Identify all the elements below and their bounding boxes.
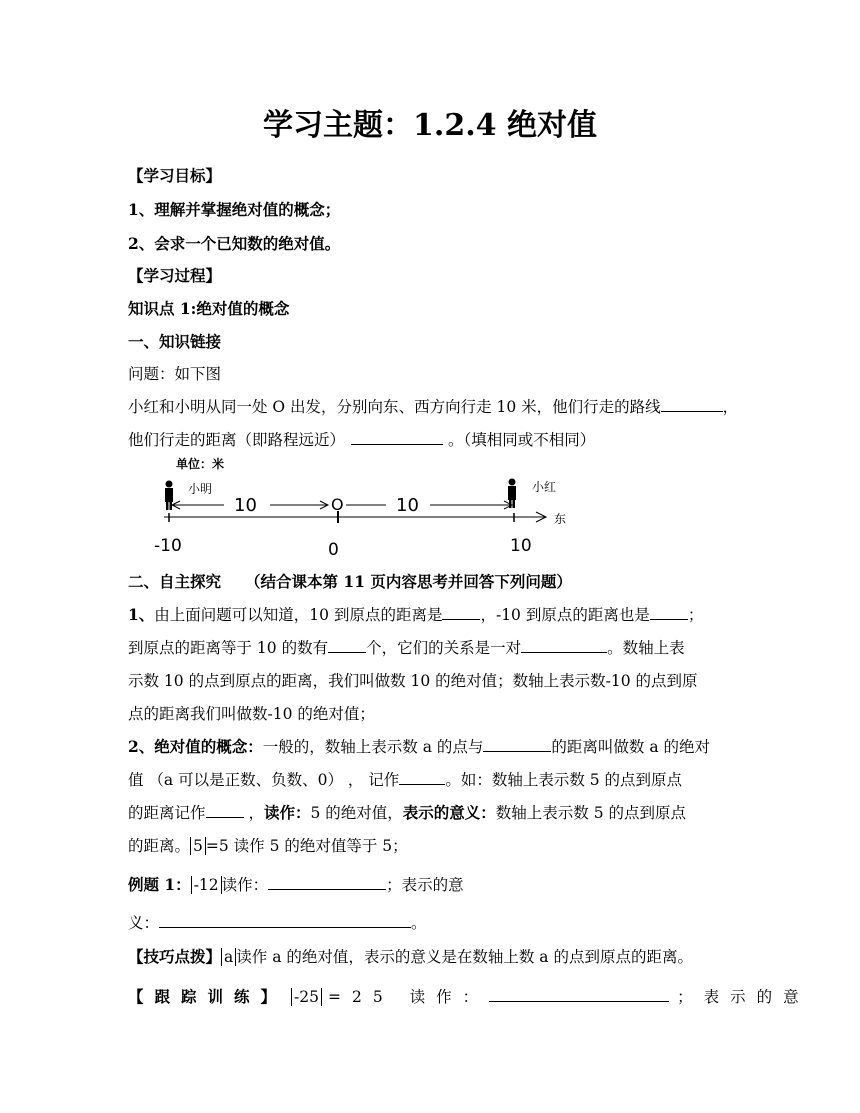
answer-blank-origin[interactable] bbox=[483, 736, 551, 752]
abs-value-a: a bbox=[221, 948, 236, 966]
para2-line-1: 2、绝对值的概念：一般的，数轴上表示数 a 的点与 的距离叫做数 a 的绝对 bbox=[128, 737, 711, 756]
question-line-2: 他们行走的距离（即路程远近） 。（填相同或不相同） bbox=[128, 431, 596, 449]
answer-blank-relation[interactable] bbox=[521, 637, 607, 653]
training-line: 【跟踪训练】 -25 =25 读作： ；表示的意 bbox=[128, 987, 810, 1006]
number-line-diagram bbox=[150, 455, 580, 560]
answer-blank-count[interactable] bbox=[328, 637, 366, 653]
answer-blank-ex1-meaning[interactable] bbox=[159, 912, 411, 928]
section-goal: 【学习目标】 bbox=[128, 166, 222, 185]
tick-label-origin: 0 bbox=[328, 540, 339, 560]
example1-line-2: 义： 。 bbox=[128, 914, 427, 932]
answer-blank-training-read[interactable] bbox=[489, 986, 669, 1002]
para2-line-4: 的距离。 5 =5 读作 5 的绝对值等于 5； bbox=[128, 837, 408, 855]
east-label: 东 bbox=[554, 512, 567, 526]
goal-1: 1、理解并掌握绝对值的概念； bbox=[128, 200, 341, 219]
para1-line-1: 1、由上面问题可以知道，10 到原点的距离是 ，-10 到原点的距离也是 ； bbox=[128, 605, 704, 624]
example1-line-1: 例题 1： -12 读作： ；表示的意 bbox=[128, 875, 464, 894]
answer-blank-abs5[interactable] bbox=[206, 802, 244, 818]
answer-blank-ex1-read[interactable] bbox=[268, 874, 386, 890]
answer-blank-neg10-distance[interactable] bbox=[650, 604, 688, 620]
para1-line-4: 点的距离我们叫做数-10 的绝对值； bbox=[128, 705, 375, 723]
origin-label: O bbox=[331, 495, 344, 514]
question-line-1: 小红和小明从同一处 O 出发，分别向东、西方向行走 10 米，他们行走的路线 ， bbox=[128, 398, 739, 416]
tick-label-left: -10 bbox=[154, 536, 182, 556]
para1-line-2: 到原点的距离等于 10 的数有 个，它们的关系是一对 。数轴上表 bbox=[128, 639, 685, 657]
para1-line-3: 示数 10 的点到原点的距离，我们叫做数 10 的绝对值；数轴上表示数-10 的点到原 bbox=[128, 672, 698, 690]
tip-line: 【技巧点拨】 a 读作 a 的绝对值，表示的意义是在数轴上数 a 的点到原点的距离。 bbox=[128, 947, 693, 966]
answer-blank-distance[interactable] bbox=[351, 429, 443, 445]
unit-label: 单位：米 bbox=[176, 457, 225, 471]
page-title: 学习主题：1.2.4 绝对值 bbox=[263, 108, 597, 143]
knowledge-point-1: 知识点 1:绝对值的概念 bbox=[128, 299, 290, 318]
abs-value-5: 5 bbox=[190, 837, 206, 855]
abs-value-neg12: -12 bbox=[191, 876, 222, 894]
goal-2: 2、会求一个已知数的绝对值。 bbox=[128, 234, 341, 253]
xiaohong-label: 小红 bbox=[532, 480, 557, 494]
xiaoming-label: 小明 bbox=[188, 482, 213, 496]
tick-label-right: 10 bbox=[510, 536, 532, 556]
answer-blank-route[interactable] bbox=[661, 396, 723, 412]
subsection-1: 一、知识链接 bbox=[128, 332, 222, 351]
para2-line-2: 值 （a 可以是正数、负数、0） ， 记作 。如：数轴上表示数 5 的点到原点 bbox=[128, 771, 683, 789]
east-distance-label: 10 bbox=[396, 495, 419, 516]
xiaoming-figure-icon bbox=[165, 481, 173, 511]
section-process: 【学习过程】 bbox=[128, 266, 222, 285]
question-label: 问题：如下图 bbox=[128, 365, 222, 383]
west-distance-label: 10 bbox=[234, 495, 257, 516]
para2-line-3: 的距离记作 ，读作：5 的绝对值，表示的意义：数轴上表示数 5 的点到原点 bbox=[128, 803, 686, 822]
answer-blank-notation[interactable] bbox=[399, 769, 445, 785]
abs-value-neg25: -25 bbox=[291, 988, 322, 1006]
subsection-2: 二、自主探究 （结合课本第 11 页内容思考并回答下列问题） bbox=[128, 572, 572, 591]
answer-blank-10-distance[interactable] bbox=[442, 604, 480, 620]
